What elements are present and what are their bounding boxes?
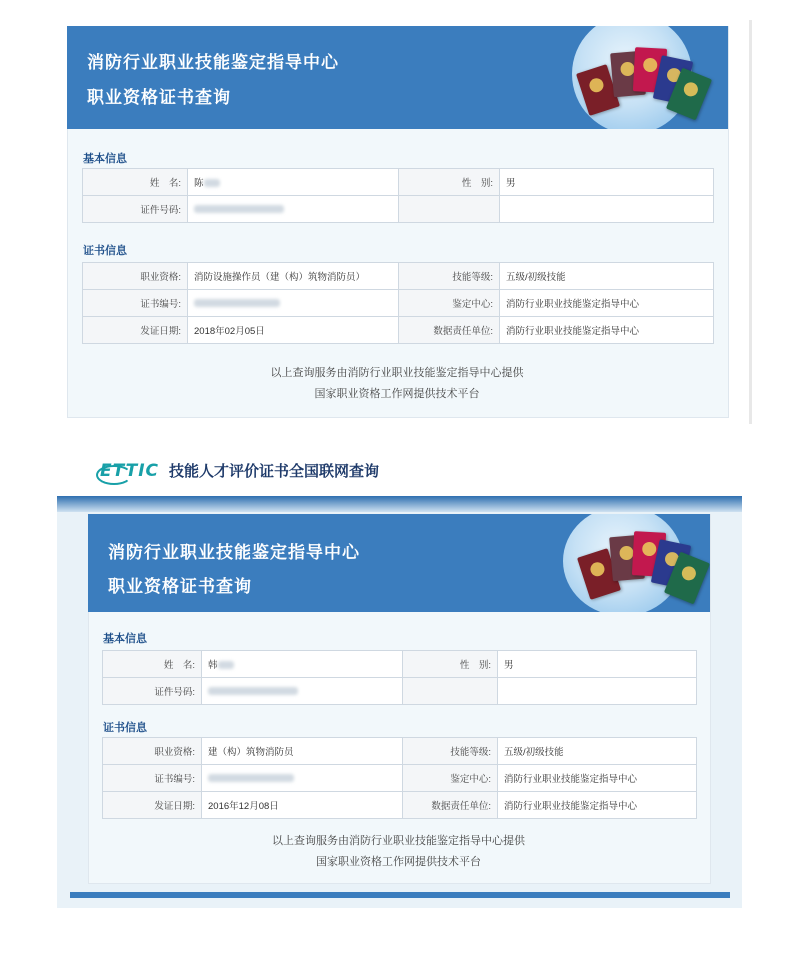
section-cert-info: 证书信息 bbox=[103, 722, 147, 734]
center-value: 消防行业职业技能鉴定指导中心 bbox=[500, 290, 714, 317]
issue-date-value: 2018年02月05日 bbox=[188, 317, 399, 344]
responsible-unit-value: 消防行业职业技能鉴定指导中心 bbox=[500, 317, 714, 344]
redacted-field bbox=[204, 179, 220, 187]
issue-date-label: 发证日期: bbox=[103, 792, 202, 819]
center-label: 鉴定中心: bbox=[403, 765, 498, 792]
ettic-heading bbox=[100, 460, 379, 481]
issue-date-value: 2016年12月08日 bbox=[202, 792, 403, 819]
qualification-label: 职业资格: bbox=[103, 738, 202, 765]
footer-service-note: 以上查询服务由消防行业职业技能鉴定指导中心提供 bbox=[270, 367, 524, 379]
name-label: 姓 名: bbox=[83, 169, 188, 196]
footer-platform-note: 国家职业资格工作网提供技术平台 bbox=[316, 856, 481, 868]
skill-level-label: 技能等级: bbox=[399, 263, 500, 290]
id-value bbox=[202, 678, 403, 705]
empty-cell bbox=[500, 196, 714, 223]
center-value: 消防行业职业技能鉴定指导中心 bbox=[498, 765, 697, 792]
cert-number-value bbox=[188, 290, 399, 317]
banner-title-line1: 消防行业职业技能鉴定指导中心 bbox=[87, 53, 339, 72]
card-banner-2 bbox=[88, 514, 710, 612]
gender-label: 性 别: bbox=[399, 169, 500, 196]
ettic-logo: ETTIC bbox=[100, 461, 159, 481]
id-label: 证件号码: bbox=[103, 678, 202, 705]
skill-level-value: 五级/初级技能 bbox=[498, 738, 697, 765]
basic-info-table bbox=[82, 168, 714, 223]
responsible-unit-value: 消防行业职业技能鉴定指导中心 bbox=[498, 792, 697, 819]
card-banner-1 bbox=[67, 26, 728, 129]
banner-title-line1: 消防行业职业技能鉴定指导中心 bbox=[108, 543, 360, 562]
divider bbox=[749, 20, 752, 424]
redacted-field bbox=[208, 687, 298, 695]
basic-info-table bbox=[102, 650, 697, 705]
skill-level-label: 技能等级: bbox=[403, 738, 498, 765]
id-label: 证件号码: bbox=[83, 196, 188, 223]
redacted-field bbox=[194, 299, 280, 307]
section-basic-info: 基本信息 bbox=[103, 633, 147, 645]
frame-bottom-strip bbox=[70, 892, 730, 898]
name-value: 陈 bbox=[188, 169, 399, 196]
responsible-unit-label: 数据责任单位: bbox=[403, 792, 498, 819]
section-cert-info: 证书信息 bbox=[83, 245, 127, 257]
name-value: 韩 bbox=[202, 651, 403, 678]
redacted-field bbox=[194, 205, 284, 213]
name-label: 姓 名: bbox=[103, 651, 202, 678]
cert-number-value bbox=[202, 765, 403, 792]
section-basic-info: 基本信息 bbox=[83, 153, 127, 165]
redacted-field bbox=[218, 661, 234, 669]
banner-title-line2: 职业资格证书查询 bbox=[87, 88, 231, 107]
issue-date-label: 发证日期: bbox=[83, 317, 188, 344]
empty-cell bbox=[399, 196, 500, 223]
ettic-title: 技能人才评价证书全国联网查询 bbox=[169, 463, 380, 480]
cert-number-label: 证书编号: bbox=[83, 290, 188, 317]
cert-number-label: 证书编号: bbox=[103, 765, 202, 792]
id-value bbox=[188, 196, 399, 223]
qualification-label: 职业资格: bbox=[83, 263, 188, 290]
qualification-value: 消防设施操作员（建（构）筑物消防员） bbox=[188, 263, 399, 290]
banner-title-line2: 职业资格证书查询 bbox=[108, 577, 252, 596]
empty-cell bbox=[498, 678, 697, 705]
skill-level-value: 五级/初级技能 bbox=[500, 263, 714, 290]
center-label: 鉴定中心: bbox=[399, 290, 500, 317]
redacted-field bbox=[208, 774, 294, 782]
footer-service-note: 以上查询服务由消防行业职业技能鉴定指导中心提供 bbox=[272, 835, 525, 847]
gender-value: 男 bbox=[498, 651, 697, 678]
footer-platform-note: 国家职业资格工作网提供技术平台 bbox=[314, 388, 480, 400]
gender-value: 男 bbox=[500, 169, 714, 196]
qualification-value: 建（构）筑物消防员 bbox=[202, 738, 403, 765]
cert-info-table bbox=[82, 262, 714, 344]
gender-label: 性 别: bbox=[403, 651, 498, 678]
empty-cell bbox=[403, 678, 498, 705]
cert-info-table bbox=[102, 737, 697, 819]
responsible-unit-label: 数据责任单位: bbox=[399, 317, 500, 344]
frame-top-strip bbox=[57, 496, 742, 512]
